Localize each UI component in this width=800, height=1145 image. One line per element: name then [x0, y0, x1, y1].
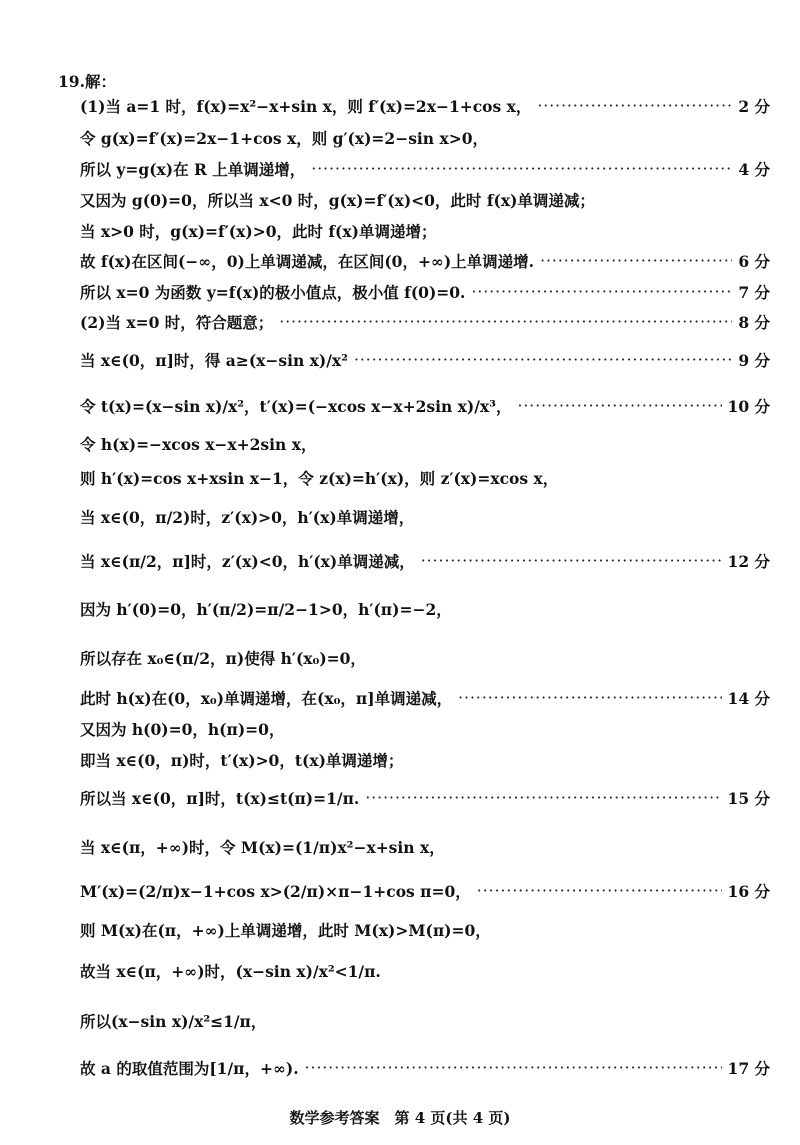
- dot-leader: [305, 1059, 722, 1077]
- line-text: 又因为 h(0)=0，h(π)=0，: [80, 720, 285, 739]
- dot-leader: [421, 552, 722, 570]
- solution-line: [80, 597, 770, 621]
- solution-line: [80, 505, 770, 529]
- line-text: 故当 x∈(π，+∞)时，(x−sin x)/x²<1/π.: [80, 962, 381, 981]
- solution-line: [80, 748, 770, 772]
- solution-line: [80, 188, 770, 212]
- score-label: 17 分: [727, 1059, 770, 1078]
- line-text: 当 x∈(0，π]时，得 a≥(x−sin x)/x²: [80, 351, 348, 370]
- solution-line: [80, 646, 770, 670]
- solution-line: [80, 786, 770, 810]
- solution-line: [80, 249, 770, 273]
- score-label: 2 分: [738, 97, 770, 116]
- solution-line: [80, 157, 770, 181]
- solution-line: [80, 1056, 770, 1080]
- dot-leader: [365, 789, 721, 807]
- line-text: 则 h′(x)=cos x+xsin x−1，令 z(x)=h′(x)，则 z′(x)=xcos x，: [80, 469, 559, 488]
- line-text: M′(x)=(2/π)x−1+cos x>(2/π)×π−1+cos π=0，: [80, 882, 471, 901]
- dot-leader: [517, 397, 721, 415]
- line-text: 当 x>0 时，g(x)=f′(x)>0，此时 f(x)单调递增；: [80, 222, 437, 241]
- score-label: 9 分: [738, 351, 770, 370]
- score-label: 4 分: [738, 160, 770, 179]
- solution-line: [80, 686, 770, 710]
- solution-line: [80, 918, 770, 942]
- line-text: 令 h(x)=−xcos x−x+2sin x，: [80, 435, 317, 454]
- line-text: 即当 x∈(0，π)时，t′(x)>0，t(x)单调递增；: [80, 751, 404, 770]
- dot-leader: [279, 313, 732, 331]
- dot-leader: [477, 882, 722, 900]
- line-text: 因为 h′(0)=0，h′(π/2)=π/2−1>0，h′(π)=−2，: [80, 600, 452, 619]
- score-label: 14 分: [727, 689, 770, 708]
- solution-line: [80, 219, 770, 243]
- line-text: 此时 h(x)在(0，x₀)单调递增，在(x₀，π]单调递减，: [80, 689, 453, 708]
- line-text: 当 x∈(π/2，π]时，z′(x)<0，h′(x)单调递减，: [80, 552, 415, 571]
- solution-line: [80, 717, 770, 741]
- solution-line: [80, 959, 770, 983]
- line-text: 故 f(x)在区间(−∞，0)上单调递减，在区间(0，+∞)上单调递增.: [80, 252, 535, 271]
- score-label: 8 分: [738, 313, 770, 332]
- score-label: 7 分: [738, 283, 770, 302]
- solution-line: [80, 348, 770, 372]
- problem-heading: 19.解：: [58, 72, 116, 91]
- dot-leader: [471, 283, 732, 301]
- line-text: 所以当 x∈(0，π]时，t(x)≤t(π)=1/π.: [80, 789, 360, 808]
- line-text: 当 x∈(π，+∞)时，令 M(x)=(1/π)x²−x+sin x，: [80, 838, 445, 857]
- dot-leader: [311, 160, 732, 178]
- line-text: 故 a 的取值范围为[1/π，+∞).: [80, 1059, 299, 1078]
- solution-line: [80, 879, 770, 903]
- line-text: (1)当 a=1 时，f(x)=x²−x+sin x，则 f′(x)=2x−1+cos x，: [80, 97, 532, 116]
- line-text: 所以(x−sin x)/x²≤1/π，: [80, 1012, 267, 1031]
- solution-line: [80, 466, 770, 490]
- score-label: 10 分: [727, 397, 770, 416]
- line-text: 则 M(x)在(π，+∞)上单调递增，此时 M(x)>M(π)=0，: [80, 921, 491, 940]
- score-label: 15 分: [727, 789, 770, 808]
- solution-line: [80, 549, 770, 573]
- solution-line: [80, 1009, 770, 1033]
- dot-leader: [458, 689, 721, 707]
- line-text: 令 t(x)=(x−sin x)/x²，t′(x)=(−xcos x−x+2sin x)/x³，: [80, 397, 512, 416]
- solution-line: [80, 94, 770, 118]
- solution-line: [80, 280, 770, 304]
- dot-leader: [540, 252, 732, 270]
- dot-leader: [354, 351, 732, 369]
- page-footer: 数学参考答案 第 4 页(共 4 页): [289, 1109, 511, 1127]
- line-text: 又因为 g(0)=0，所以当 x<0 时，g(x)=f′(x)<0，此时 f(x)单调递减；: [80, 191, 595, 210]
- score-label: 16 分: [727, 882, 770, 901]
- dot-leader: [537, 97, 732, 115]
- line-text: 所以 x=0 为函数 y=f(x)的极小值点，极小值 f(0)=0.: [80, 283, 466, 302]
- solution-line: [80, 432, 770, 456]
- line-text: 所以存在 x₀∈(π/2，π)使得 h′(x₀)=0，: [80, 649, 366, 668]
- solution-line: [80, 394, 770, 418]
- score-label: 12 分: [727, 552, 770, 571]
- line-text: 当 x∈(0，π/2)时，z′(x)>0，h′(x)单调递增，: [80, 508, 415, 527]
- solution-line: [80, 126, 770, 150]
- score-label: 6 分: [738, 252, 770, 271]
- solution-line: [80, 310, 770, 334]
- line-text: 所以 y=g(x)在 R 上单调递增，: [80, 160, 306, 179]
- line-text: (2)当 x=0 时，符合题意；: [80, 313, 274, 332]
- line-text: 令 g(x)=f′(x)=2x−1+cos x，则 g′(x)=2−sin x>0，: [80, 129, 488, 148]
- solution-line: [80, 835, 770, 859]
